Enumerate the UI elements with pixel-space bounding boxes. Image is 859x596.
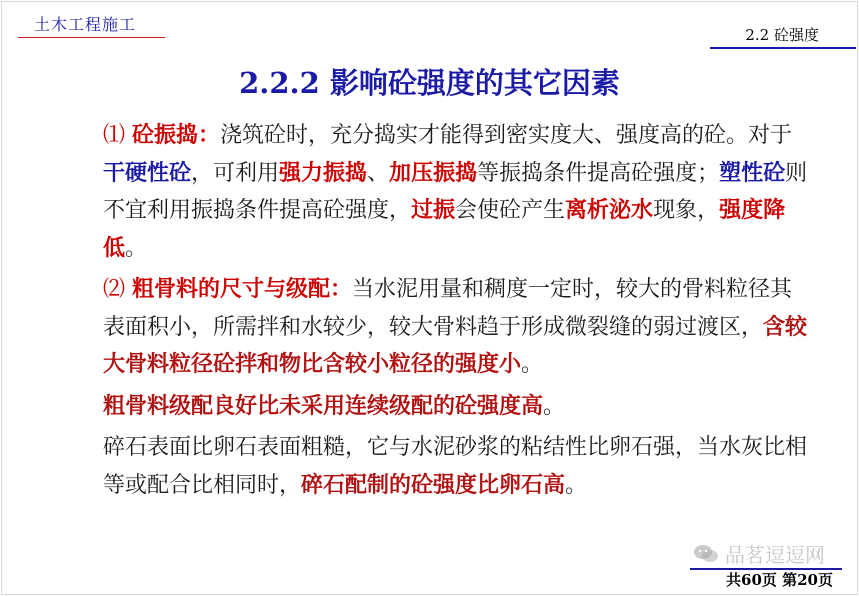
slide-body [59,117,809,504]
term-segregation-bleeding: 离析泌水 [565,197,654,223]
course-title: 土木工程施工 [34,15,137,34]
term-strong-vibration: 强力振捣 [279,159,368,186]
watermark-text: 品茗逗逗网 [725,543,825,567]
term-pressure-vibration: 加压振捣 [389,159,478,186]
watermark [693,539,825,568]
text-run: 则不宜利用振捣条件提高砼强度， [103,160,808,223]
text-run: 等振捣条件提高砼强度； [477,160,720,186]
text-run: 会使砼产生 [455,198,566,223]
slide-title: 2.2.2 影响砼强度的其它因素 [239,66,620,100]
term-strength-reduction: 强度降低 [103,197,786,261]
paragraph-aggregate [59,271,809,384]
term-dry-hard-concrete: 干硬性砼 [103,159,192,186]
text-run: 、 [367,160,390,186]
highlight-grading: 粗骨料级配良好比未采用连续级配的砼强度高 [103,392,544,419]
highlight-crushed-stone: 碎石配制的砼强度比卵石高 [301,471,566,498]
term-plastic-concrete: 塑性砼 [719,159,786,186]
item-heading: 粗骨料的尺寸与级配： [132,276,353,302]
section-label-underline [710,47,856,49]
paragraph-crushed-stone [59,429,809,504]
term-over-vibration: 过振 [411,197,456,223]
paragraph-grading [59,388,809,426]
text-run: 。 [543,393,566,419]
text-run: 碎石表面比卵石表面粗糙，它与水泥砂浆的粘结性比卵石强，当水灰比相等或配合比相同时， [103,435,808,498]
item-number: ⑵ [103,277,126,302]
wechat-icon [693,544,719,564]
text-run: ，可利用 [191,160,280,186]
item-number: ⑴ [103,123,126,148]
text-run: 。 [521,352,544,377]
text-run: 浇筑砼时，充分捣实才能得到密实度大、强度高的砼。对于 [220,123,793,148]
text-run: 。 [565,472,588,498]
highlight-aggregate-size: 含较大骨料粒径砼拌和物比含较小粒径的强度小 [103,313,808,377]
course-title-underline [18,37,165,38]
paragraph-vibration [59,117,809,267]
section-label: 2.2 砼强度 [745,26,819,44]
text-run: 。 [125,235,148,261]
page-counter: 共60页 第20页 [726,571,833,589]
text-run: 当水泥用量和稠度一定时，较大的骨料粒径其表面积小，所需拌和水较少，较大骨料趋于形成微裂缝的弱过渡区， [103,277,793,340]
item-heading: 砼振捣： [132,122,221,148]
text-run: 现象， [653,198,720,223]
